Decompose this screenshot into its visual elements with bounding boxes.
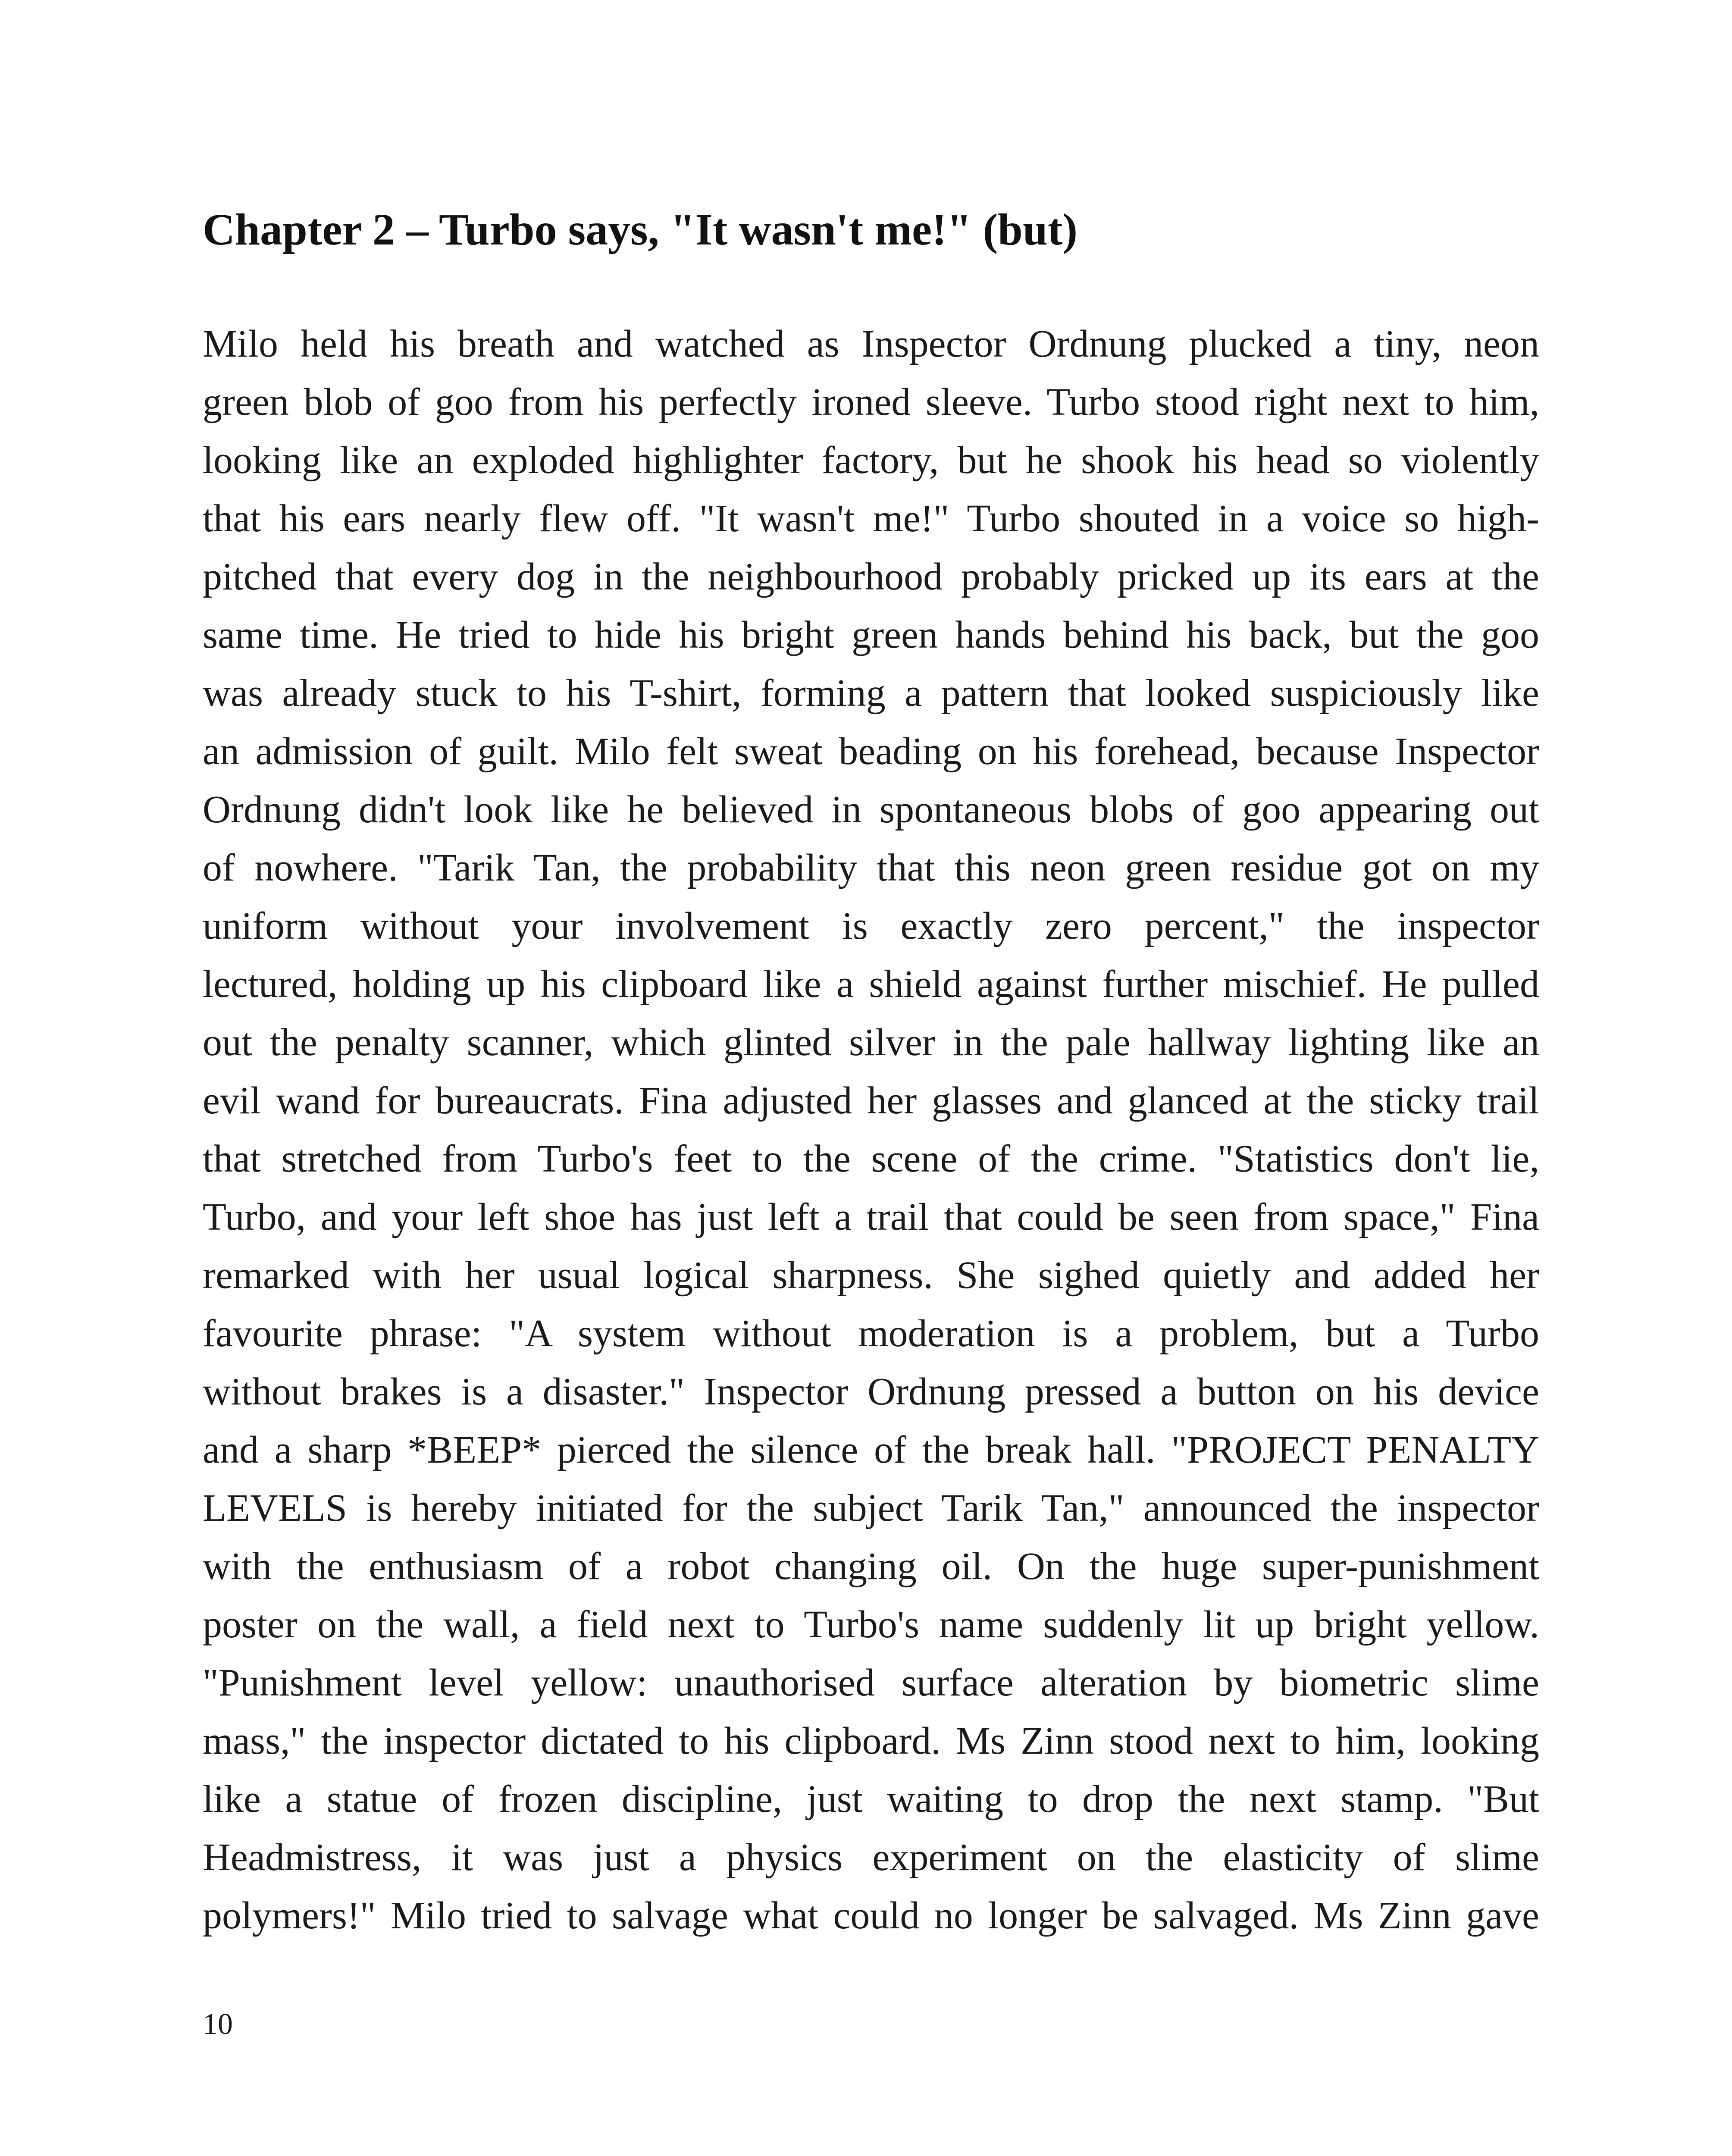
text-line: polymers!" Milo tried to salvage what could no longer be salvaged. Ms Zinn gave: [203, 1894, 1539, 1937]
text-line: green blob of goo from his perfectly ironed sleeve. Turbo stood right next to him,: [203, 381, 1539, 423]
text-line: evil wand for bureaucrats. Fina adjusted her glasses and glanced at the sticky trail: [203, 1079, 1539, 1122]
text-line: and a sharp *BEEP* pierced the silence of the break hall. "PROJECT PENALTY: [203, 1429, 1539, 1471]
text-line: pitched that every dog in the neighbourhood probably pricked up its ears at the: [203, 555, 1539, 598]
text-line: LEVELS is hereby initiated for the subject Tarik Tan," announced the inspector: [203, 1487, 1539, 1529]
text-line: Headmistress, it was just a physics experiment on the elasticity of slime: [203, 1836, 1539, 1879]
page-number: 10: [203, 2008, 233, 2041]
text-line: poster on the wall, a field next to Turbo's name suddenly lit up bright yellow.: [203, 1603, 1539, 1646]
text-line: Turbo, and your left shoe has just left a trail that could be seen from space," Fina: [203, 1196, 1539, 1238]
text-line: Ordnung didn't look like he believed in spontaneous blobs of goo appearing out: [203, 788, 1539, 831]
text-line: that stretched from Turbo's feet to the scene of the crime. "Statistics don't lie,: [203, 1138, 1539, 1180]
text-line: out the penalty scanner, which glinted silver in the pale hallway lighting like an: [203, 1021, 1539, 1064]
text-line: that his ears nearly flew off. "It wasn't me!" Turbo shouted in a voice so high-: [203, 497, 1539, 540]
text-line: Milo held his breath and watched as Inspector Ordnung plucked a tiny, neon: [203, 323, 1539, 365]
text-line: mass," the inspector dictated to his clipboard. Ms Zinn stood next to him, looking: [203, 1720, 1539, 1762]
text-line: remarked with her usual logical sharpness. She sighed quietly and added her: [203, 1254, 1539, 1297]
chapter-title: Chapter 2 – Turbo says, "It wasn't me!" (but): [203, 205, 1078, 254]
text-line: "Punishment level yellow: unauthorised surface alteration by biometric slime: [203, 1661, 1539, 1704]
text-line: favourite phrase: "A system without moderation is a problem, but a Turbo: [203, 1312, 1539, 1355]
text-line: lectured, holding up his clipboard like a shield against further mischief. He pulled: [203, 963, 1539, 1006]
body-paragraph: [203, 315, 1539, 1945]
text-line: was already stuck to his T-shirt, forming a pattern that looked suspiciously like: [203, 672, 1539, 714]
text-line: same time. He tried to hide his bright green hands behind his back, but the goo: [203, 614, 1539, 656]
text-line: looking like an exploded highlighter factory, but he shook his head so violently: [203, 439, 1539, 482]
text-line: without brakes is a disaster." Inspector Ordnung pressed a button on his device: [203, 1370, 1539, 1413]
text-line: with the enthusiasm of a robot changing oil. On the huge super-punishment: [203, 1545, 1539, 1588]
text-line: uniform without your involvement is exactly zero percent," the inspector: [203, 905, 1539, 947]
text-line: an admission of guilt. Milo felt sweat beading on his forehead, because Inspector: [203, 730, 1539, 773]
text-line: like a statue of frozen discipline, just waiting to drop the next stamp. "But: [203, 1778, 1539, 1821]
text-line: of nowhere. "Tarik Tan, the probability that this neon green residue got on my: [203, 846, 1539, 889]
